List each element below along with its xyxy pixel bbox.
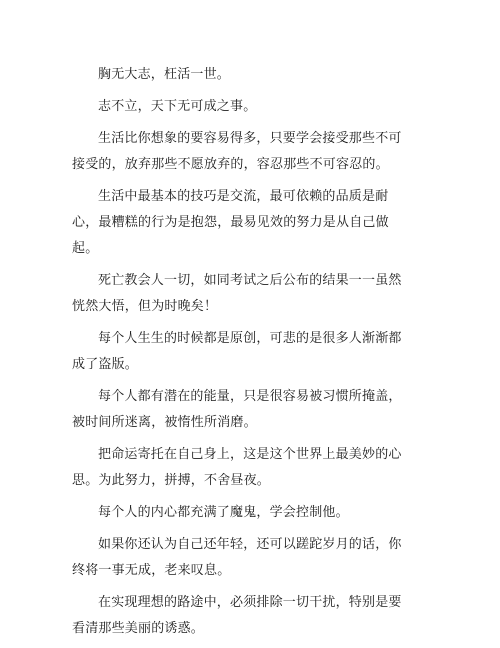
paragraph-4: 生活中最基本的技巧是交流，最可依赖的品质是耐心，最糟糕的行为是抱怨，最易见效的努力是从自己做起。: [72, 189, 389, 256]
paragraph-8: 把命运寄托在自己身上，这是这个世界上最美妙的心思。为此努力，拼搏，不舍昼夜。: [72, 447, 402, 488]
paragraph-6: 每个人生生的时候都是原创，可悲的是很多人渐渐都成了盗版。: [72, 331, 402, 372]
paragraph-5: 死亡教会人一切，如同考试之后公布的结果一一虽然恍然大悟，但为时晚矣！: [72, 273, 402, 314]
document-body: [72, 62, 402, 648]
paragraph-1: 胸无大志，枉活一世。: [98, 67, 231, 82]
paragraph-3: 生活比你想象的要容易得多，只要学会接受那些不可接受的，放弃那些不愿放弃的，容忍那些不可容忍的。: [72, 131, 402, 172]
paragraph-9: 每个人的内心都充满了魔鬼，学会控制他。: [98, 505, 349, 520]
paragraph-7: 每个人都有潜在的能量，只是很容易被习惯所掩盖，被时间所迷离，被惰性所消磨。: [72, 389, 402, 430]
paragraph-11: 在实现理想的路途中，必须排除一切干扰，特别是要看清那些美丽的诱惑。: [72, 595, 402, 636]
paragraph-10: 如果你还认为自己还年轻，还可以蹉跎岁月的话，你终将一事无成，老来叹息。: [72, 537, 402, 578]
paragraph-2: 志不立，天下无可成之事。: [98, 99, 257, 114]
